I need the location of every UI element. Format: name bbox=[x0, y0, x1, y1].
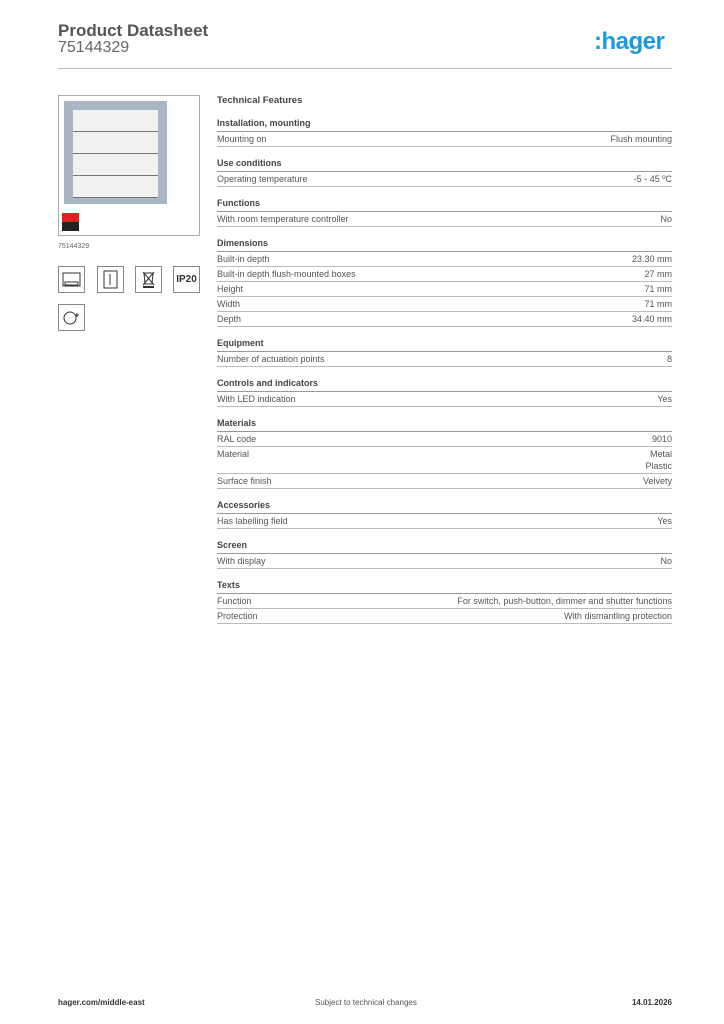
spec-value bbox=[644, 298, 672, 310]
spec-value-text: No bbox=[660, 556, 672, 566]
spec-row bbox=[217, 609, 672, 624]
spec-label: Depth bbox=[217, 314, 242, 324]
spec-value bbox=[564, 610, 672, 622]
color-label bbox=[62, 213, 79, 231]
section-title: Controls and indicators bbox=[217, 377, 672, 392]
spec-label: Built-in depth bbox=[217, 254, 270, 264]
technical-features bbox=[217, 95, 672, 624]
spec-row bbox=[217, 352, 672, 367]
spec-value-text: Metal bbox=[649, 449, 672, 459]
spec-value-text: Yes bbox=[657, 516, 672, 526]
section-heading: Technical Features bbox=[217, 95, 303, 106]
footer-date: 14.01.2026 bbox=[631, 998, 672, 1007]
section-title: Installation, mounting bbox=[217, 117, 672, 132]
hager-logo: :hager bbox=[594, 28, 665, 55]
image-caption: 75144329 bbox=[58, 243, 90, 250]
spec-value-text: Velvety bbox=[642, 476, 672, 486]
page-title: Product Datasheet bbox=[58, 21, 209, 40]
spec-row bbox=[217, 267, 672, 282]
spec-value-text: Plastic bbox=[645, 461, 672, 471]
spec-row bbox=[217, 132, 672, 147]
spec-row bbox=[217, 297, 672, 312]
rocker-key bbox=[73, 154, 158, 176]
product-number: 75144329 bbox=[58, 39, 130, 56]
ip-rating-badge: IP20 bbox=[173, 266, 200, 293]
rocker-key bbox=[73, 132, 158, 154]
spec-value bbox=[660, 213, 672, 225]
spec-label: With LED indication bbox=[217, 394, 296, 404]
spec-row bbox=[217, 447, 672, 474]
spec-row bbox=[217, 474, 672, 489]
section-title: Accessories bbox=[217, 499, 672, 514]
section-title: Materials bbox=[217, 417, 672, 432]
section-title: Use conditions bbox=[217, 157, 672, 172]
spec-label: Built-in depth flush-mounted boxes bbox=[217, 269, 356, 279]
spec-label: Has labelling field bbox=[217, 516, 288, 526]
product-image bbox=[58, 95, 200, 236]
spec-value bbox=[657, 393, 672, 405]
spec-value bbox=[652, 433, 672, 445]
spec-value bbox=[644, 283, 672, 295]
spec-value bbox=[632, 313, 672, 325]
spec-label: With display bbox=[217, 556, 266, 566]
spec-label: Width bbox=[217, 299, 241, 309]
spec-value bbox=[667, 353, 672, 365]
spec-label: With room temperature controller bbox=[217, 214, 349, 224]
spec-row bbox=[217, 514, 672, 529]
spec-value-text: Flush mounting bbox=[610, 134, 672, 144]
spec-row bbox=[217, 172, 672, 187]
spec-value bbox=[645, 448, 672, 472]
spec-value bbox=[457, 595, 672, 607]
spec-value bbox=[634, 173, 672, 185]
spec-row bbox=[217, 212, 672, 227]
section-title: Texts bbox=[217, 579, 672, 594]
spec-row bbox=[217, 432, 672, 447]
spec-value-text: -5 - 45 ºC bbox=[633, 174, 672, 184]
spec-row bbox=[217, 252, 672, 267]
spec-row bbox=[217, 282, 672, 297]
spec-value bbox=[660, 555, 672, 567]
spec-label: Height bbox=[217, 284, 244, 294]
depth-icon bbox=[97, 266, 124, 293]
spec-value bbox=[610, 133, 672, 145]
section-title: Screen bbox=[217, 539, 672, 554]
spec-label: Number of actuation points bbox=[217, 354, 325, 364]
spec-label: Protection bbox=[217, 611, 258, 621]
header-divider bbox=[58, 68, 672, 69]
rotation-icon bbox=[58, 304, 85, 331]
flush-mount-icon bbox=[58, 266, 85, 293]
rocker-key bbox=[73, 110, 158, 132]
spec-label: Mounting on bbox=[217, 134, 267, 144]
weee-icon bbox=[135, 266, 162, 293]
spec-label: Function bbox=[217, 596, 252, 606]
spec-label: RAL code bbox=[217, 434, 257, 444]
spec-value bbox=[643, 475, 672, 487]
section-title: Dimensions bbox=[217, 237, 672, 252]
spec-row bbox=[217, 392, 672, 407]
spec-value-text: For switch, push-button, dimmer and shutter functions bbox=[457, 596, 672, 606]
footer-note: Subject to technical changes bbox=[315, 998, 417, 1007]
spec-value-text: 34.40 mm bbox=[631, 314, 672, 324]
spec-value-text: 27 mm bbox=[644, 269, 672, 279]
spec-value-text: 9010 bbox=[651, 434, 672, 444]
spec-label: Material bbox=[217, 449, 250, 459]
rocker-key bbox=[73, 176, 158, 198]
spec-value-text: 8 bbox=[666, 354, 672, 364]
section-title: Functions bbox=[217, 197, 672, 212]
spec-row bbox=[217, 554, 672, 569]
spec-value-text: Yes bbox=[657, 394, 672, 404]
switch-plate bbox=[64, 101, 167, 204]
spec-value bbox=[644, 268, 672, 280]
spec-value-text: 71 mm bbox=[644, 284, 672, 294]
spec-row bbox=[217, 594, 672, 609]
section-title: Equipment bbox=[217, 337, 672, 352]
spec-value-text: 71 mm bbox=[644, 299, 672, 309]
spec-label: Operating temperature bbox=[217, 174, 308, 184]
spec-value-text: 23.30 mm bbox=[631, 254, 672, 264]
spec-value bbox=[657, 515, 672, 527]
spec-value-text: With dismantling protection bbox=[563, 611, 672, 621]
footer-website[interactable]: hager.com/middle-east bbox=[58, 998, 145, 1007]
spec-row bbox=[217, 312, 672, 327]
spec-value bbox=[632, 253, 672, 265]
spec-label: Surface finish bbox=[217, 476, 272, 486]
spec-value-text: No bbox=[660, 214, 672, 224]
